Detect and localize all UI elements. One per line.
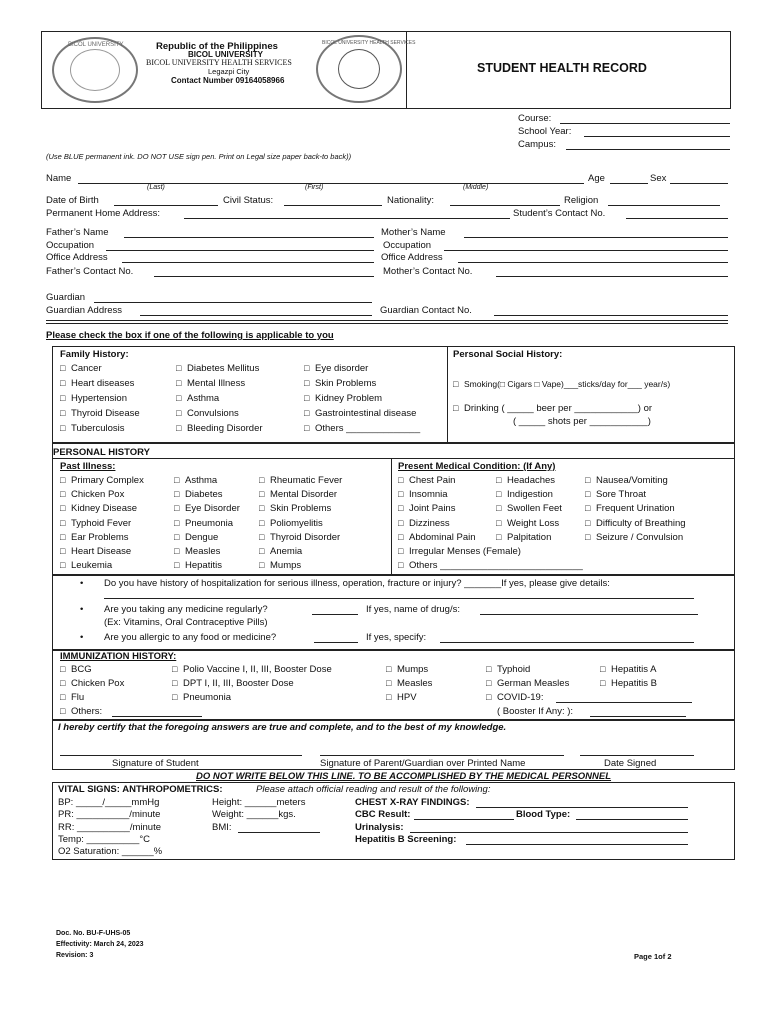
- past-illness-checkbox[interactable]: □ Heart Disease: [60, 546, 131, 557]
- religion-label: Religion: [564, 195, 599, 206]
- family-history-checkbox[interactable]: □ Eye disorder: [304, 363, 368, 374]
- seal-right-text: BICOL UNIVERSITY HEALTH SERVICES: [322, 40, 416, 46]
- family-history-checkbox[interactable]: □ Heart diseases: [60, 378, 134, 389]
- student-signature-label: Signature of Student: [112, 758, 199, 769]
- family-history-checkbox[interactable]: □ Diabetes Mellitus: [176, 363, 259, 374]
- family-social-divider: [447, 346, 448, 443]
- campus-field[interactable]: [566, 149, 730, 150]
- bp-field[interactable]: BP: _____/_____mmHg: [58, 797, 160, 808]
- past-illness-checkbox[interactable]: □ Thyroid Disorder: [259, 532, 340, 543]
- immunization-others-checkbox[interactable]: □ Others:: [60, 706, 102, 717]
- dob-field[interactable]: [114, 205, 218, 206]
- mother-contact-label: Mother’s Contact No.: [383, 266, 473, 277]
- immunization-checkbox[interactable]: □ Pneumonia: [172, 692, 231, 703]
- civil-status-field[interactable]: [284, 205, 382, 206]
- past-illness-checkbox[interactable]: □ Hepatitis: [174, 560, 222, 571]
- seal-left-text: BICOL UNIVERSITY: [68, 42, 124, 48]
- immunization-checkbox[interactable]: □ DPT I, II, III, Booster Dose: [172, 678, 294, 689]
- medicine-example: (Ex: Vitamins, Oral Contraceptive Pills): [104, 617, 268, 628]
- doc-number: Doc. No. BU-F-UHS-05: [56, 930, 131, 937]
- immunization-checkbox[interactable]: □ BCG: [60, 664, 92, 675]
- school-year-label: School Year:: [518, 126, 572, 137]
- present-condition-title: Present Medical Condition: (If Any): [398, 461, 556, 472]
- father-contact-label: Father’s Contact No.: [46, 266, 134, 277]
- present-condition-checkbox[interactable]: □ Indigestion: [496, 489, 553, 500]
- mother-occupation-label: Occupation: [383, 240, 432, 251]
- hepatitis-b-label: Hepatitis B Screening:: [355, 834, 457, 845]
- shots-line: ( _____ shots per ___________): [513, 416, 651, 427]
- page-number: Page 1of 2: [634, 952, 672, 961]
- family-history-checkbox[interactable]: □ Asthma: [176, 393, 219, 404]
- past-illness-checkbox[interactable]: □ Primary Complex: [60, 475, 144, 486]
- mother-office-field[interactable]: [458, 262, 728, 263]
- course-label: Course:: [518, 113, 552, 124]
- medicine-answer-field[interactable]: [312, 614, 358, 615]
- hospitalization-details-field[interactable]: [104, 598, 694, 599]
- services-label: BICOL UNIVERSITY HEALTH SERVICES: [146, 58, 292, 67]
- o2-saturation-field[interactable]: O2 Saturation: ______%: [58, 846, 163, 857]
- present-condition-checkbox[interactable]: □ Joint Pains: [398, 503, 455, 514]
- family-history-checkbox[interactable]: □ Skin Problems: [304, 378, 376, 389]
- allergy-answer-field[interactable]: [314, 642, 358, 643]
- personal-history-title: PERSONAL HISTORY: [53, 447, 150, 458]
- immunization-checkbox[interactable]: □ Typhoid: [486, 664, 530, 675]
- age-label: Age: [588, 173, 605, 184]
- student-signature-line[interactable]: [60, 755, 302, 756]
- rr-field[interactable]: RR: __________/minute: [58, 822, 161, 833]
- father-office-field[interactable]: [122, 262, 374, 263]
- nationality-field[interactable]: [450, 205, 560, 206]
- family-history-checkbox[interactable]: □ Bleeding Disorder: [176, 423, 263, 434]
- check-instruction: Please check the box if one of the following is applicable to you: [46, 330, 334, 341]
- urinalysis-label: Urinalysis:: [355, 822, 404, 833]
- bmi-field[interactable]: [238, 832, 320, 833]
- weight-field[interactable]: Weight: ______kgs.: [212, 809, 296, 820]
- urinalysis-field[interactable]: [410, 832, 688, 833]
- immunization-checkbox[interactable]: □ HPV: [386, 692, 417, 703]
- past-illness-title: Past Illness:: [60, 461, 116, 472]
- family-history-checkbox[interactable]: □ Hypertension: [60, 393, 127, 404]
- contact-label: Contact Number 09164058966: [171, 76, 285, 85]
- irregular-menses-checkbox[interactable]: □ Irregular Menses (Female): [398, 546, 521, 557]
- father-contact-field[interactable]: [154, 276, 374, 277]
- family-history-checkbox[interactable]: □ Convulsions: [176, 408, 239, 419]
- past-illness-checkbox[interactable]: □ Eye Disorder: [174, 503, 240, 514]
- health-services-seal: [316, 35, 416, 103]
- parent-signature-label: Signature of Parent/Guardian over Printed Name: [320, 758, 526, 769]
- guardian-label: Guardian: [46, 292, 86, 303]
- father-name-label: Father’s Name: [46, 227, 109, 238]
- university-seal-left: [52, 37, 138, 103]
- present-condition-checkbox[interactable]: □ Nausea/Vomiting: [585, 475, 668, 486]
- immunization-others-field[interactable]: [112, 716, 202, 717]
- present-condition-checkbox[interactable]: □ Abdominal Pain: [398, 532, 476, 543]
- name-label: Name: [46, 173, 72, 184]
- present-condition-checkbox[interactable]: □ Weight Loss: [496, 518, 559, 529]
- first-caption: (First): [305, 184, 324, 191]
- guardian-field[interactable]: [94, 302, 372, 303]
- present-condition-checkbox[interactable]: □ Seizure / Convulsion: [585, 532, 683, 543]
- personal-history-rule: [52, 458, 735, 459]
- smoking-checkbox[interactable]: □ Smoking(□ Cigars □ Vape)___sticks/day for___ year/s): [453, 379, 670, 389]
- age-field[interactable]: [610, 183, 648, 184]
- immunization-checkbox[interactable]: □ Mumps: [386, 664, 428, 675]
- drug-name-field[interactable]: [480, 614, 698, 615]
- immunization-checkbox[interactable]: □ Hepatitis A: [600, 664, 656, 675]
- past-illness-checkbox[interactable]: □ Kidney Disease: [60, 503, 137, 514]
- family-history-checkbox[interactable]: □ Cancer: [60, 363, 102, 374]
- drinking-checkbox[interactable]: □ Drinking ( _____ beer per ____________) or: [453, 403, 652, 414]
- mother-contact-field[interactable]: [496, 276, 728, 277]
- hospitalization-question: Do you have history of hospitalization for serious illness, operation, fracture or injury? _______If yes, please give details:: [104, 578, 610, 589]
- republic-label: Republic of the Philippines: [156, 41, 278, 52]
- immunization-checkbox[interactable]: □ German Measles: [486, 678, 569, 689]
- past-illness-checkbox[interactable]: □ Chicken Pox: [60, 489, 124, 500]
- booster-field[interactable]: [590, 716, 686, 717]
- past-illness-checkbox[interactable]: □ Typhoid Fever: [60, 518, 131, 529]
- bmi-label: BMI:: [212, 822, 232, 833]
- past-illness-checkbox[interactable]: □ Anemia: [259, 546, 302, 557]
- father-name-field[interactable]: [124, 237, 374, 238]
- allergy-specify-label: If yes, specify:: [366, 632, 427, 643]
- past-present-divider: [391, 458, 392, 575]
- do-not-write-notice: DO NOT WRITE BELOW THIS LINE. TO BE ACCOMPLISHED BY THE MEDICAL PERSONNEL: [196, 771, 612, 782]
- present-condition-checkbox[interactable]: □ Palpitation: [496, 532, 551, 543]
- nationality-label: Nationality:: [387, 195, 434, 206]
- past-illness-checkbox[interactable]: □ Pneumonia: [174, 518, 233, 529]
- family-history-checkbox[interactable]: □ Others ______________: [304, 423, 420, 434]
- cbc-label: CBC Result:: [355, 809, 411, 820]
- family-history-checkbox[interactable]: □ Gastrointestinal disease: [304, 408, 416, 419]
- section-double-rule-1: [46, 320, 728, 321]
- present-condition-checkbox[interactable]: □ Headaches: [496, 475, 555, 486]
- mother-name-label: Mother’s Name: [381, 227, 446, 238]
- past-illness-checkbox[interactable]: □ Skin Problems: [259, 503, 331, 514]
- civil-status-label: Civil Status:: [223, 195, 274, 206]
- q2-bullet: •: [80, 604, 84, 615]
- booster-label: ( Booster If Any: ):: [497, 706, 574, 717]
- home-address-field[interactable]: [184, 218, 510, 219]
- past-illness-checkbox[interactable]: □ Dengue: [174, 532, 218, 543]
- personal-social-title: Personal Social History:: [453, 349, 563, 360]
- past-illness-checkbox[interactable]: □ Mumps: [259, 560, 301, 571]
- immunization-checkbox[interactable]: □ COVID-19:: [486, 692, 543, 703]
- past-illness-checkbox[interactable]: □ Diabetes: [174, 489, 223, 500]
- present-condition-checkbox[interactable]: □ Sore Throat: [585, 489, 646, 500]
- attach-results-note: Please attach official reading and result of the following:: [256, 784, 491, 795]
- past-illness-checkbox[interactable]: □ Poliomyelitis: [259, 518, 323, 529]
- city-label: Legazpi City: [208, 67, 250, 76]
- present-condition-checkbox[interactable]: □ Insomnia: [398, 489, 448, 500]
- immunization-checkbox[interactable]: □ Polio Vaccine I, II, III, Booster Dose: [172, 664, 332, 675]
- allergy-specify-field[interactable]: [440, 642, 694, 643]
- immunization-title: IMMUNIZATION HISTORY:: [60, 651, 177, 662]
- date-signed-label: Date Signed: [604, 758, 657, 769]
- course-field[interactable]: [560, 123, 730, 124]
- present-condition-checkbox[interactable]: □ Frequent Urination: [585, 503, 675, 514]
- past-illness-checkbox[interactable]: □ Measles: [174, 546, 220, 557]
- university-label: BICOL UNIVERSITY: [188, 50, 263, 59]
- immunization-checkbox[interactable]: □ Hepatitis B: [600, 678, 657, 689]
- mother-office-label: Office Address: [381, 252, 443, 263]
- immunization-checkbox[interactable]: □ Measles: [386, 678, 432, 689]
- blood-type-label: Blood Type:: [516, 809, 571, 820]
- date-signed-line[interactable]: [580, 755, 694, 756]
- xray-field[interactable]: [476, 807, 688, 808]
- past-illness-checkbox[interactable]: □ Mental Disorder: [259, 489, 337, 500]
- q1-bullet: •: [80, 578, 84, 589]
- past-illness-checkbox[interactable]: □ Rheumatic Fever: [259, 475, 342, 486]
- mother-name-field[interactable]: [464, 237, 728, 238]
- past-illness-checkbox[interactable]: □ Asthma: [174, 475, 217, 486]
- sex-field[interactable]: [670, 183, 728, 184]
- mother-occupation-field[interactable]: [444, 250, 728, 251]
- home-address-label: Permanent Home Address:: [46, 208, 161, 219]
- effectivity-date: Effectivity: March 24, 2023: [56, 941, 144, 948]
- revision-number: Revision: 3: [56, 952, 94, 959]
- guardian-contact-field[interactable]: [494, 315, 728, 316]
- family-history-checkbox[interactable]: □ Kidney Problem: [304, 393, 382, 404]
- present-condition-checkbox[interactable]: □ Chest Pain: [398, 475, 455, 486]
- hepatitis-b-field[interactable]: [466, 844, 688, 845]
- dob-label: Date of Birth: [46, 195, 99, 206]
- allergy-question: Are you allergic to any food or medicine?: [104, 632, 277, 643]
- student-contact-label: Student’s Contact No.: [513, 208, 606, 219]
- family-history-checkbox[interactable]: □ Tuberculosis: [60, 423, 125, 434]
- sex-label: Sex: [650, 173, 667, 184]
- section-double-rule-2: [46, 323, 728, 324]
- drug-name-label: If yes, name of drug/s:: [366, 604, 460, 615]
- past-illness-checkbox[interactable]: □ Ear Problems: [60, 532, 129, 543]
- campus-label: Campus:: [518, 139, 557, 150]
- present-condition-checkbox[interactable]: □ Swollen Feet: [496, 503, 562, 514]
- guardian-address-label: Guardian Address: [46, 305, 123, 316]
- vital-signs-title: VITAL SIGNS: ANTHROPOMETRICS:: [58, 784, 223, 795]
- father-occupation-field[interactable]: [106, 250, 374, 251]
- immunization-checkbox[interactable]: □ Flu: [60, 692, 84, 703]
- student-contact-field[interactable]: [626, 218, 728, 219]
- medicine-question: Are you taking any medicine regularly?: [104, 604, 268, 615]
- height-field[interactable]: Height: ______meters: [212, 797, 306, 808]
- parent-signature-line[interactable]: [320, 755, 564, 756]
- last-caption: (Last): [147, 184, 165, 191]
- guardian-address-field[interactable]: [140, 315, 372, 316]
- form-title: STUDENT HEALTH RECORD: [477, 61, 647, 75]
- temp-field[interactable]: Temp: __________°C: [58, 834, 151, 845]
- pr-field[interactable]: PR: __________/minute: [58, 809, 161, 820]
- father-occupation-label: Occupation: [46, 240, 95, 251]
- father-office-label: Office Address: [46, 252, 108, 263]
- present-condition-checkbox[interactable]: □ Difficulty of Breathing: [585, 518, 686, 529]
- middle-caption: (Middle): [463, 184, 489, 191]
- xray-label: CHEST X-RAY FINDINGS:: [355, 797, 470, 808]
- covid-field[interactable]: [556, 702, 692, 703]
- cbc-field[interactable]: [414, 819, 514, 820]
- present-others-checkbox[interactable]: □ Others ___________________________: [398, 560, 583, 571]
- blood-type-field[interactable]: [576, 819, 688, 820]
- religion-field[interactable]: [608, 205, 720, 206]
- immunization-checkbox[interactable]: □ Chicken Pox: [60, 678, 124, 689]
- present-condition-checkbox[interactable]: □ Dizziness: [398, 518, 450, 529]
- certification-statement: I hereby certify that the foregoing answers are true and complete, and to the best of my knowledge.: [58, 722, 507, 733]
- q3-bullet: •: [80, 632, 84, 643]
- school-year-field[interactable]: [584, 136, 730, 137]
- family-history-checkbox[interactable]: □ Thyroid Disease: [60, 408, 140, 419]
- family-history-checkbox[interactable]: □ Mental Illness: [176, 378, 245, 389]
- guardian-contact-label: Guardian Contact No.: [380, 305, 472, 316]
- past-illness-checkbox[interactable]: □ Leukemia: [60, 560, 112, 571]
- family-history-title: Family History:: [60, 349, 129, 360]
- ink-instruction: (Use BLUE permanent ink. DO NOT USE sign pen. Print on Legal size paper back-to back)): [46, 152, 352, 161]
